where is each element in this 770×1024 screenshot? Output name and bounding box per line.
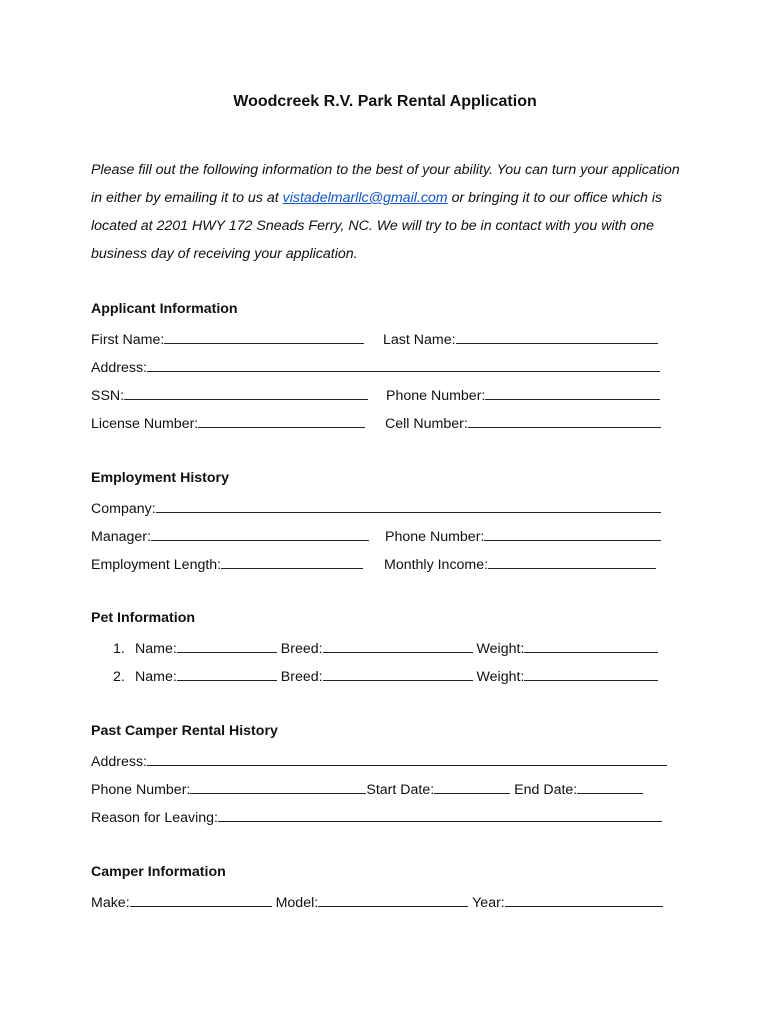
company-label: Company: [91, 501, 156, 517]
company-field[interactable] [156, 498, 661, 513]
make-label: Make: [91, 895, 130, 911]
phone-row [386, 385, 660, 403]
first-name-row [91, 329, 364, 347]
pet-name-field[interactable] [177, 638, 277, 653]
model-label: Model: [275, 895, 319, 911]
address-field[interactable] [147, 357, 660, 372]
first-name-field[interactable] [164, 329, 364, 344]
last-name-label: Last Name: [383, 332, 456, 348]
employment-heading: Employment History [91, 470, 229, 486]
reason-field[interactable] [218, 807, 662, 822]
intro-text-start: Please fill out the following information to the best of your ability. You can turn your application in either by emailing it to us at [91, 162, 680, 206]
pet-breed-field[interactable] [323, 638, 473, 653]
pet-weight-label: Weight: [476, 669, 525, 685]
pet-number: 2. [113, 669, 125, 685]
manager-label: Manager: [91, 529, 151, 545]
past-phone-field[interactable] [190, 779, 366, 794]
ssn-field[interactable] [124, 385, 368, 400]
model-field[interactable] [318, 892, 468, 907]
pet-weight-field[interactable] [524, 666, 658, 681]
manager-row [91, 526, 369, 544]
pet-weight-field[interactable] [524, 638, 658, 653]
past-address-row [91, 751, 667, 769]
address-label: Address: [91, 360, 147, 376]
employment-phone-row [385, 526, 661, 544]
pet-name-field[interactable] [177, 666, 277, 681]
pet-heading: Pet Information [91, 610, 196, 626]
phone-label: Phone Number: [386, 388, 486, 404]
employment-phone-field[interactable] [484, 526, 661, 541]
employment-length-label: Employment Length: [91, 557, 222, 573]
end-date-label: End Date: [514, 782, 578, 798]
make-field[interactable] [130, 892, 272, 907]
past-phone-label: Phone Number: [91, 782, 191, 798]
email-link[interactable]: vistadelmarllc@gmail.com [282, 190, 448, 206]
address-row [91, 357, 660, 375]
pet-breed-label: Breed: [280, 669, 323, 685]
monthly-income-label: Monthly Income: [384, 557, 489, 573]
manager-field[interactable] [151, 526, 369, 541]
reason-label: Reason for Leaving: [91, 810, 218, 826]
license-field[interactable] [198, 413, 365, 428]
camper-heading: Camper Information [91, 864, 226, 880]
page-title: Woodcreek R.V. Park Rental Application [233, 93, 537, 110]
employment-phone-label: Phone Number: [385, 529, 485, 545]
company-row [91, 498, 661, 516]
year-field[interactable] [505, 892, 663, 907]
ssn-row [91, 385, 368, 403]
first-name-label: First Name: [91, 332, 165, 348]
last-name-field[interactable] [456, 329, 658, 344]
start-date-label: Start Date: [366, 782, 435, 798]
pet-row-1 [113, 638, 658, 656]
pet-breed-label: Breed: [280, 641, 323, 657]
intro-paragraph [91, 156, 691, 268]
monthly-income-row [384, 554, 656, 572]
last-name-row [383, 329, 658, 347]
employment-length-row [91, 554, 363, 572]
pet-breed-field[interactable] [323, 666, 473, 681]
pet-row-2 [113, 666, 658, 684]
ssn-label: SSN: [91, 388, 125, 404]
intro-text-end: or bringing it to our office which is located at 2201 HWY 172 Sneads Ferry, NC. We will try to be in contact with you with one business day of receiving your application. [91, 190, 663, 262]
camper-row [91, 892, 663, 910]
reason-row [91, 807, 662, 825]
phone-field[interactable] [485, 385, 660, 400]
pet-name-label: Name: [135, 669, 177, 685]
employment-length-field[interactable] [221, 554, 363, 569]
end-date-field[interactable] [577, 779, 643, 794]
license-label: License Number: [91, 416, 199, 432]
year-label: Year: [472, 895, 505, 911]
past-address-field[interactable] [147, 751, 667, 766]
cell-label: Cell Number: [385, 416, 468, 432]
start-date-field[interactable] [434, 779, 510, 794]
license-row [91, 413, 365, 431]
pet-number: 1. [113, 641, 125, 657]
cell-field[interactable] [468, 413, 661, 428]
cell-row [385, 413, 661, 431]
past-rental-heading: Past Camper Rental History [91, 723, 278, 739]
past-address-label: Address: [91, 754, 147, 770]
past-dates-row [91, 779, 643, 797]
monthly-income-field[interactable] [488, 554, 656, 569]
pet-name-label: Name: [135, 641, 177, 657]
pet-weight-label: Weight: [476, 641, 525, 657]
applicant-heading: Applicant Information [91, 301, 238, 317]
